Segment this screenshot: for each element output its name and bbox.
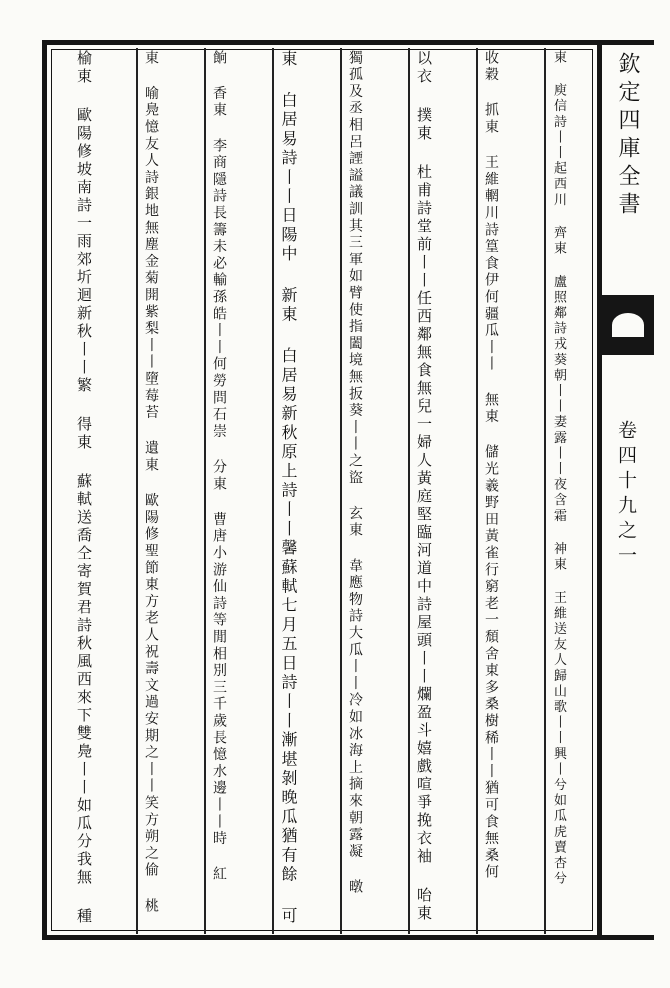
text-column-1: 東 庾信詩丨丨起西川 齊東 盧照鄰詩戎葵朝丨丨妻露丨丨夜含霜 神東 王維送友人歸山歌丨丨興丨兮如瓜虎賣杏兮 bbox=[551, 50, 566, 887]
column-divider bbox=[340, 48, 342, 934]
text-column-2: 收穀 抓東 王維輞川詩篁食伊何疆瓜丨丨 無東 儲光羲野田黃雀行窮老一頹舍東多桑樹稀丨丨猶可食無桑何 bbox=[483, 50, 499, 882]
text-column-8: 榆東 歐陽修坡南詩一雨郊圻迴新秋丨丨繁 得東 蘇軾送喬仝寄賀君詩秋風西來下雙鳧丨丨如瓜分我無 種 bbox=[75, 50, 93, 926]
column-divider bbox=[136, 48, 138, 934]
text-column-7: 東 喻鳧憶友人詩銀地無塵金菊開紫梨丨丨墮莓苔 遺東 歐陽修聖節東方老人祝壽文過安期之丨丨笑方朔之偷 桃 bbox=[143, 50, 159, 915]
volume-label: 卷四十九之一 bbox=[615, 420, 637, 570]
text-frame bbox=[42, 40, 602, 940]
text-column-4: 獨孤及丞相呂諲謚議訓其三軍如臂使指闔境無扳葵丨丨之盜 玄東 韋應物詩大瓜丨丨冷如冰海上摘來朝露凝 暾 bbox=[347, 50, 363, 896]
book-title: 欽定四庫全書 bbox=[615, 52, 640, 220]
text-column-5: 東 白居易詩丨丨日陽中 新東 白居易新秋原上詩丨丨馨蘇軾七月五日詩丨丨漸堪剝晚瓜猶有餘 可 bbox=[279, 50, 298, 926]
column-divider bbox=[204, 48, 206, 934]
column-divider bbox=[544, 48, 546, 934]
text-column-3: 以衣 撲東 杜甫詩堂前丨丨任西鄰無食無兒一婦人黃庭堅臨河道中詩屋頭丨丨爛盈斗嬉戲喧爭挽衣袖 咍東 bbox=[415, 50, 433, 923]
text-column-6: 餉 香東 李商隱詩長籌未必輸孫皓丨丨何勞問石崇 分東 曹唐小游仙詩等閒相別三千歲長憶水邊丨丨時 紅 bbox=[211, 50, 227, 884]
column-divider bbox=[272, 48, 274, 934]
fish-tail-mark bbox=[602, 295, 654, 355]
column-divider bbox=[408, 48, 410, 934]
text-frame-inner-border bbox=[51, 49, 593, 931]
column-divider bbox=[476, 48, 478, 934]
